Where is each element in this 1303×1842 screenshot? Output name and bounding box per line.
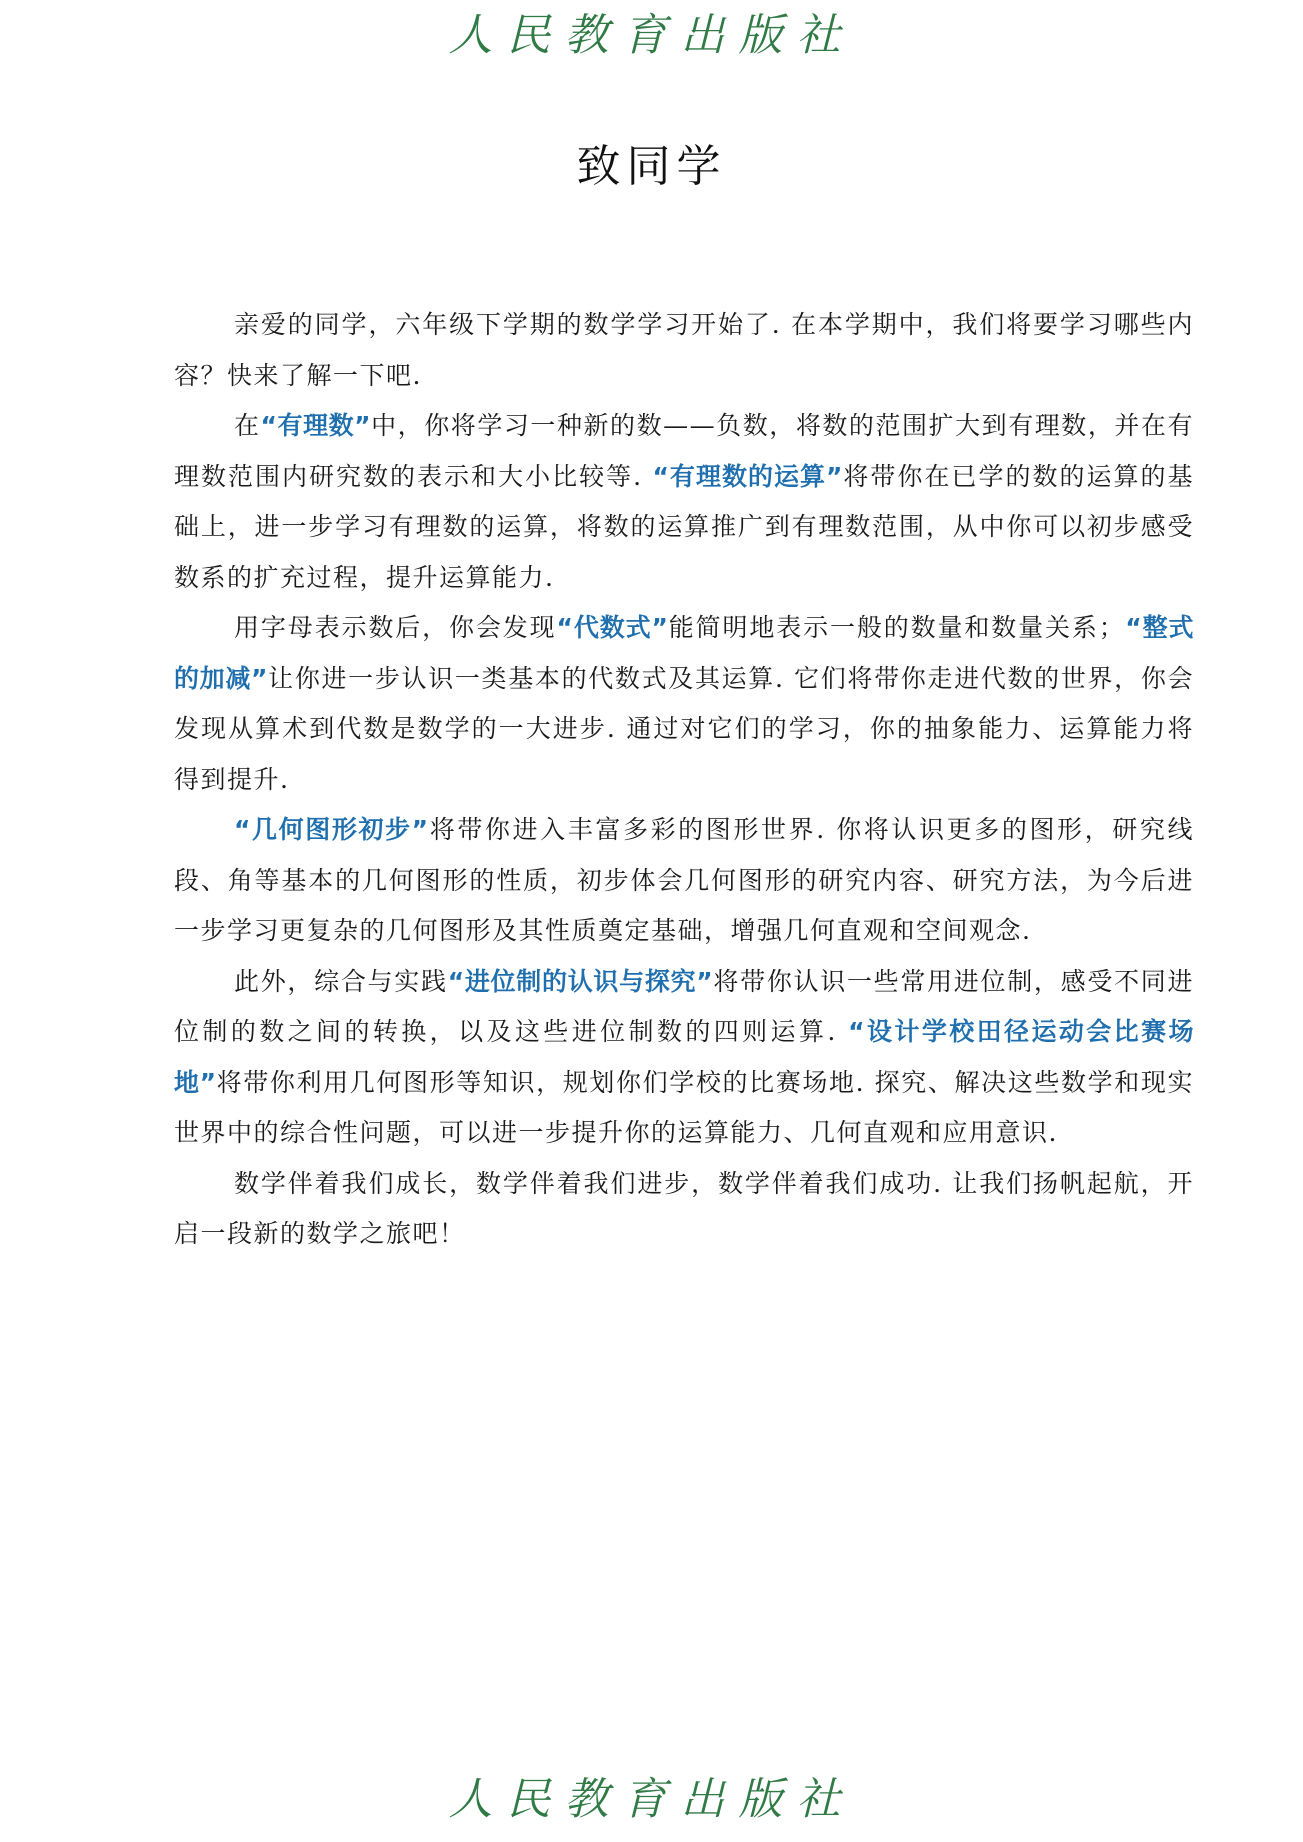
letter-body (174, 300, 1194, 1260)
paragraph-intro (174, 300, 1194, 401)
text-segment: 亲爱的同学，六年级下学期的数学学习开始了. 在本学期中，我们将要学习哪些内容？快来了解一下吧. (174, 310, 1194, 390)
text-segment: 将带你利用几何图形等知识，规划你们学校的比赛场地. 探究、解决这些数学和现实世界中的综合性问题，可以进一步提升你的运算能力、几何直观和应用意识. (174, 1067, 1194, 1147)
publisher-logo-bottom: 人民教育出版社 (448, 1774, 855, 1825)
paragraph-algebra (174, 603, 1194, 805)
topic-highlight: “进位制的认识与探究” (447, 966, 714, 996)
text-segment: 让你进一步认识一类基本的代数式及其运算. 它们将带你走进代数的世界，你会发现从算术到代数是数学的一大进步. 通过对它们的学习，你的抽象能力、运算能力将得到提升. (174, 663, 1194, 794)
page-title: 致同学 (576, 141, 727, 192)
text-segment: 将带你认识一些常用进位制，感受不同进位制的数之间的转换，以及这些进位制数的四则运算. (174, 966, 1194, 1046)
paragraph-practice (174, 957, 1194, 1159)
text-segment: 数学伴着我们成长，数学伴着我们进步，数学伴着我们成功. 让我们扬帆起航，开启一段新的数学之旅吧！ (174, 1168, 1194, 1248)
text-segment: 用字母表示数后，你会发现 (234, 613, 557, 642)
topic-highlight: “整式的加减” (174, 613, 1194, 693)
paragraph-closing (174, 1159, 1194, 1260)
text-segment: 将带你进入丰富多彩的图形世界. 你将认识更多的图形，研究线段、角等基本的几何图形的性质，初步体会几何图形的研究内容、研究方法，为今后进一步学习更复杂的几何图形及其性质奠定基础，增强几何直观和空间观念. (174, 815, 1194, 945)
text-segment: 能简明地表示一般的数量和数量关系； (668, 613, 1126, 642)
publisher-logo-top: 人民教育出版社 (448, 10, 855, 61)
text-segment: 将带你在已学的数的运算的基础上，进一步学习有理数的运算，将数的运算推广到有理数范围，从中你可以初步感受数系的扩充过程，提升运算能力. (174, 461, 1194, 592)
topic-highlight: “几何图形初步” (234, 815, 429, 844)
topic-highlight: “代数式” (556, 613, 669, 642)
text-segment: 在 (234, 411, 261, 440)
topic-highlight: “有理数的运算” (652, 461, 843, 491)
paragraph-geometry (174, 805, 1194, 957)
topic-highlight: “有理数” (260, 411, 372, 440)
topic-highlight: “设计学校田径运动会比赛场地” (174, 1017, 1194, 1097)
text-segment: 中，你将学习一种新的数——负数，将数的范围扩大到有理数，并在有理数范围内研究数的表示和大小比较等. (174, 411, 1194, 491)
text-segment: 此外，综合与实践 (234, 966, 448, 996)
paragraph-rational-numbers (174, 401, 1194, 603)
